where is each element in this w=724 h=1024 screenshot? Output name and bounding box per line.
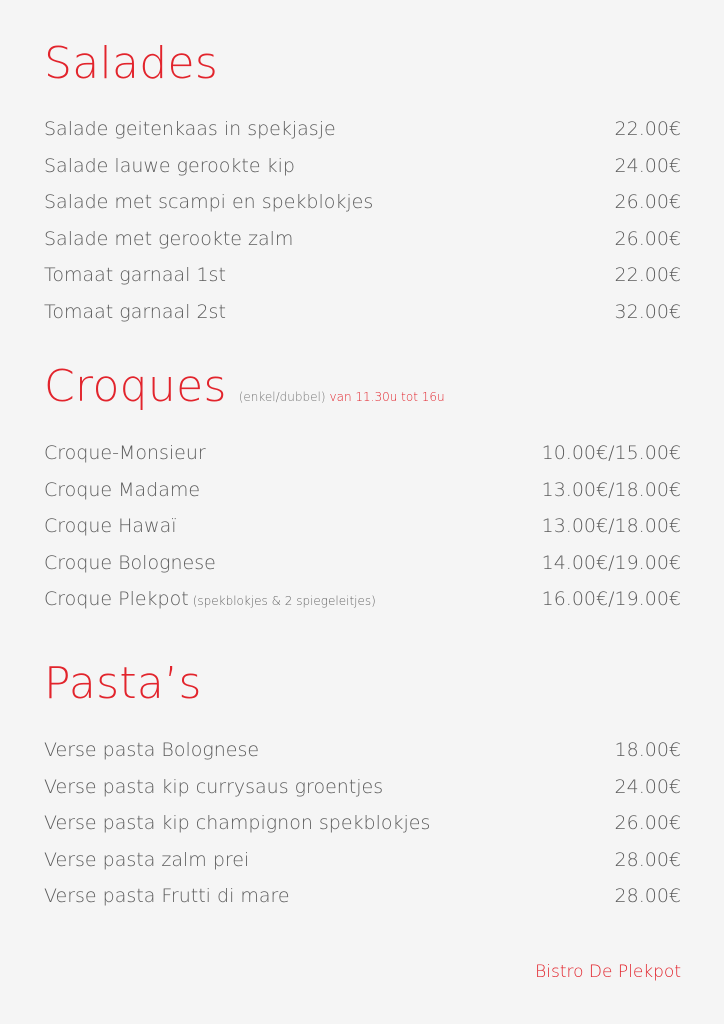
- item-name: [44, 588, 376, 610]
- item-list: [44, 111, 681, 330]
- item-name: Verse pasta Bolognese: [44, 739, 260, 762]
- list-item: [44, 769, 681, 806]
- item-price: 13.00€/18.00€: [541, 515, 681, 538]
- section-title: [44, 361, 445, 412]
- item-price: 14.00€/19.00€: [541, 551, 681, 574]
- item-name: Salade geitenkaas in spekjasje: [44, 118, 336, 141]
- item-price: 10.00€/15.00€: [541, 442, 681, 465]
- item-name: Verse pasta Frutti di mare: [44, 885, 290, 908]
- item-name: Croque Hawaï: [44, 515, 177, 538]
- item-name: Salade met gerookte zalm: [44, 227, 294, 250]
- list-item: [44, 472, 681, 509]
- list-item: [44, 545, 681, 582]
- item-price: 32.00€: [614, 300, 681, 323]
- list-item: [44, 805, 681, 842]
- item-name: Croque-Monsieur: [44, 442, 206, 465]
- item-subtext: (spekblokjes & 2 spiegeleitjes): [192, 594, 376, 609]
- item-name: Verse pasta kip champignon spekblokjes: [44, 812, 431, 835]
- list-item: [44, 148, 681, 185]
- item-name: Salade lauwe gerookte kip: [44, 154, 295, 177]
- item-list: [44, 435, 681, 618]
- item-name: Verse pasta kip currysaus groentjes: [44, 775, 384, 798]
- item-price: 28.00€: [614, 885, 681, 908]
- restaurant-name-footer: Bistro De Plekpot: [535, 962, 681, 982]
- item-price: 18.00€: [614, 739, 681, 762]
- item-price: 22.00€: [614, 264, 681, 287]
- item-price: 26.00€: [614, 191, 681, 214]
- list-item: [44, 257, 681, 294]
- list-item: [44, 294, 681, 331]
- item-name: Croque Madame: [44, 478, 201, 501]
- list-item: [44, 111, 681, 148]
- item-name-text: Croque Plekpot: [44, 588, 189, 611]
- list-item: [44, 581, 681, 618]
- item-price: 24.00€: [614, 775, 681, 798]
- item-name: Croque Bolognese: [44, 551, 216, 574]
- list-item: [44, 184, 681, 221]
- menu-content: [44, 0, 681, 1024]
- item-price: 28.00€: [614, 848, 681, 871]
- item-price: 16.00€/19.00€: [541, 588, 681, 611]
- item-name: Verse pasta zalm prei: [44, 848, 250, 871]
- item-list: [44, 732, 681, 915]
- section-title-text: Croques: [44, 361, 227, 412]
- item-price: 22.00€: [614, 118, 681, 141]
- list-item: [44, 878, 681, 915]
- section-note: [239, 390, 445, 404]
- item-price: 24.00€: [614, 154, 681, 177]
- list-item: [44, 221, 681, 258]
- item-name: Tomaat garnaal 1st: [44, 264, 226, 287]
- list-item: [44, 435, 681, 472]
- item-price: 13.00€/18.00€: [541, 478, 681, 501]
- item-price: 26.00€: [614, 227, 681, 250]
- section-note-hours: van 11.30u tot 16u: [329, 390, 445, 404]
- item-name: Tomaat garnaal 2st: [44, 300, 226, 323]
- list-item: [44, 842, 681, 879]
- list-item: [44, 732, 681, 769]
- list-item: [44, 508, 681, 545]
- section-note-text: (enkel/dubbel): [238, 390, 326, 404]
- section-title: Pasta’s: [44, 658, 202, 709]
- item-name: Salade met scampi en spekblokjes: [44, 191, 374, 214]
- item-price: 26.00€: [614, 812, 681, 835]
- section-title: Salades: [44, 38, 219, 89]
